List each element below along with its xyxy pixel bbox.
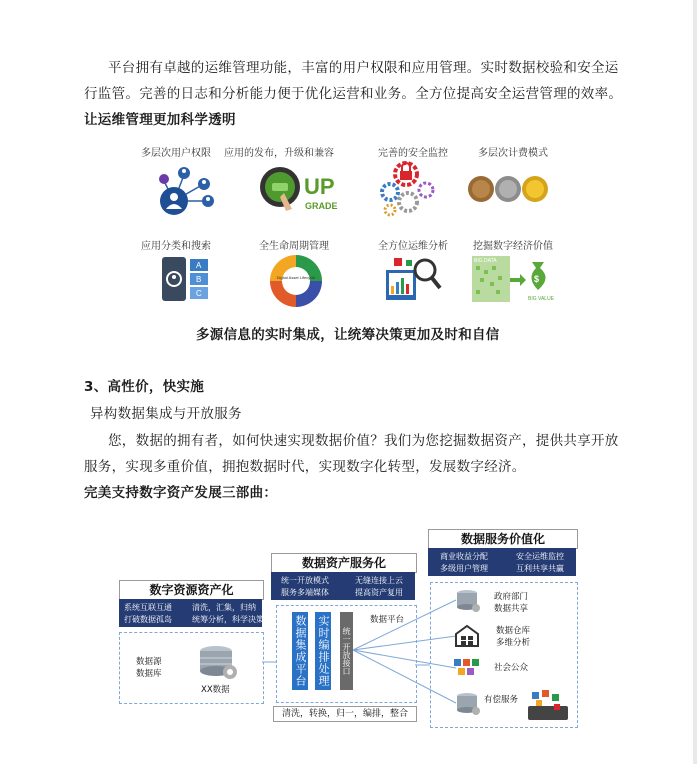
warehouse-icon <box>454 624 480 648</box>
section-tagline: 完美支持数字资产发展三部曲： <box>84 485 278 501</box>
stage1-title: 数字资源资产化 <box>119 580 264 600</box>
stage1-tag-1: 系统互联互通 <box>124 603 172 612</box>
target-gov: 政府部门 <box>494 592 529 602</box>
big-value-text: BIG VALUE <box>528 296 554 302</box>
section-para-1: 您，数据的拥有者，如何快速实现数据价值？我们为您挖掘数据资产，提供共享开放 <box>108 433 619 449</box>
up-text: UP <box>304 174 335 199</box>
feature-caption-1: 多层次用户权限 <box>141 148 211 159</box>
target-analysis: 多维分析 <box>496 638 531 648</box>
stage1-tag-4: 统筹分析，科学决策 <box>192 615 264 624</box>
svg-text:$: $ <box>534 274 540 284</box>
abc-c: C <box>196 289 202 298</box>
abc-a: A <box>196 261 202 270</box>
section-subheading: 异构数据集成与开放服务 <box>90 406 242 422</box>
feature-caption-6: 全生命周期管理 <box>259 241 329 252</box>
big-data-text: BIG DATA <box>474 258 497 264</box>
stage1-source-label: 数据源 <box>136 657 162 667</box>
stage1-tags <box>119 599 262 627</box>
realtime-orchestration-box: 实时编排处理 <box>315 612 331 690</box>
stage2-tag-3: 服务多端媒体 <box>281 588 329 597</box>
devices-apps-icon <box>524 688 572 724</box>
feature-caption-7: 全方位运维分析 <box>378 241 448 252</box>
stage3-tag-1: 商业收益分配 <box>440 552 488 561</box>
summary-text: 多源信息的实时集成，让统筹决策更加及时和自信 <box>196 327 500 343</box>
stage2-tag-1: 统一开放模式 <box>281 576 329 585</box>
stage3-tag-4: 互利共享共赢 <box>516 564 564 573</box>
section-heading: 3、高性价，快实施 <box>84 379 205 395</box>
feature-caption-3: 完善的安全监控 <box>378 148 448 159</box>
grade-text: GRADE <box>305 201 338 211</box>
stage3-title: 数据服务价值化 <box>428 529 578 549</box>
target-share: 数据共享 <box>494 604 529 614</box>
government-db-icon <box>456 589 482 613</box>
public-apps-icon <box>452 657 482 679</box>
intro-heading: 让运维管理更加科学透明 <box>84 112 236 128</box>
unified-api-box: 统一开放接口 <box>340 612 353 690</box>
intro-line-2: 行监管。完善的日志和分析能力便于优化运营和业务。全方位提高安全运营管理的效率。 <box>84 86 623 102</box>
integration-platform-box: 数据集成平台 <box>292 612 308 690</box>
stage3-tag-2: 安全运维监控 <box>516 552 564 561</box>
stage2-bottom-bar: 清洗，转换，归一，编排，整合 <box>273 706 417 722</box>
stage1-tag-3: 打破数据孤岛 <box>124 615 172 624</box>
stage3-tag-3: 多级用户管理 <box>440 564 488 573</box>
feature-caption-4: 多层次计费模式 <box>478 148 548 159</box>
database-server-icon <box>198 644 240 684</box>
paid-service-db-icon <box>456 692 482 716</box>
stage2-tag-4: 提高资产复用 <box>355 588 403 597</box>
lifecycle-text: Digital Asset Lifecycle <box>276 275 316 280</box>
stage2-tag-2: 无缝连接上云 <box>355 576 403 585</box>
feature-caption-8: 挖掘数字经济价值 <box>473 241 553 252</box>
target-public: 社会公众 <box>494 663 529 673</box>
data-platform-label: 数据平台 <box>370 615 405 625</box>
stage1-db-name: XX数据 <box>201 685 230 695</box>
stage1-db-label: 数据库 <box>136 669 162 679</box>
stage2-title: 数据资产服务化 <box>271 553 417 573</box>
intro-line-1: 平台拥有卓越的运维管理功能，丰富的用户权限和应用管理。实时数据校验和安全运 <box>108 60 619 76</box>
stage1-tag-2: 清洗，汇集，归纳 <box>192 603 256 612</box>
stage2-tags <box>271 572 415 600</box>
feature-caption-5: 应用分类和搜索 <box>141 241 211 252</box>
section-para-2: 服务，实现多重价值，拥抱数据时代，实现数字化转型，发展数字经济。 <box>84 459 526 475</box>
target-warehouse: 数据仓库 <box>496 626 531 636</box>
target-paid: 有偿服务 <box>484 695 519 705</box>
feature-caption-2: 应用的发布，升级和兼容 <box>224 148 334 159</box>
abc-b: B <box>196 275 202 284</box>
stage3-tags <box>428 548 576 576</box>
